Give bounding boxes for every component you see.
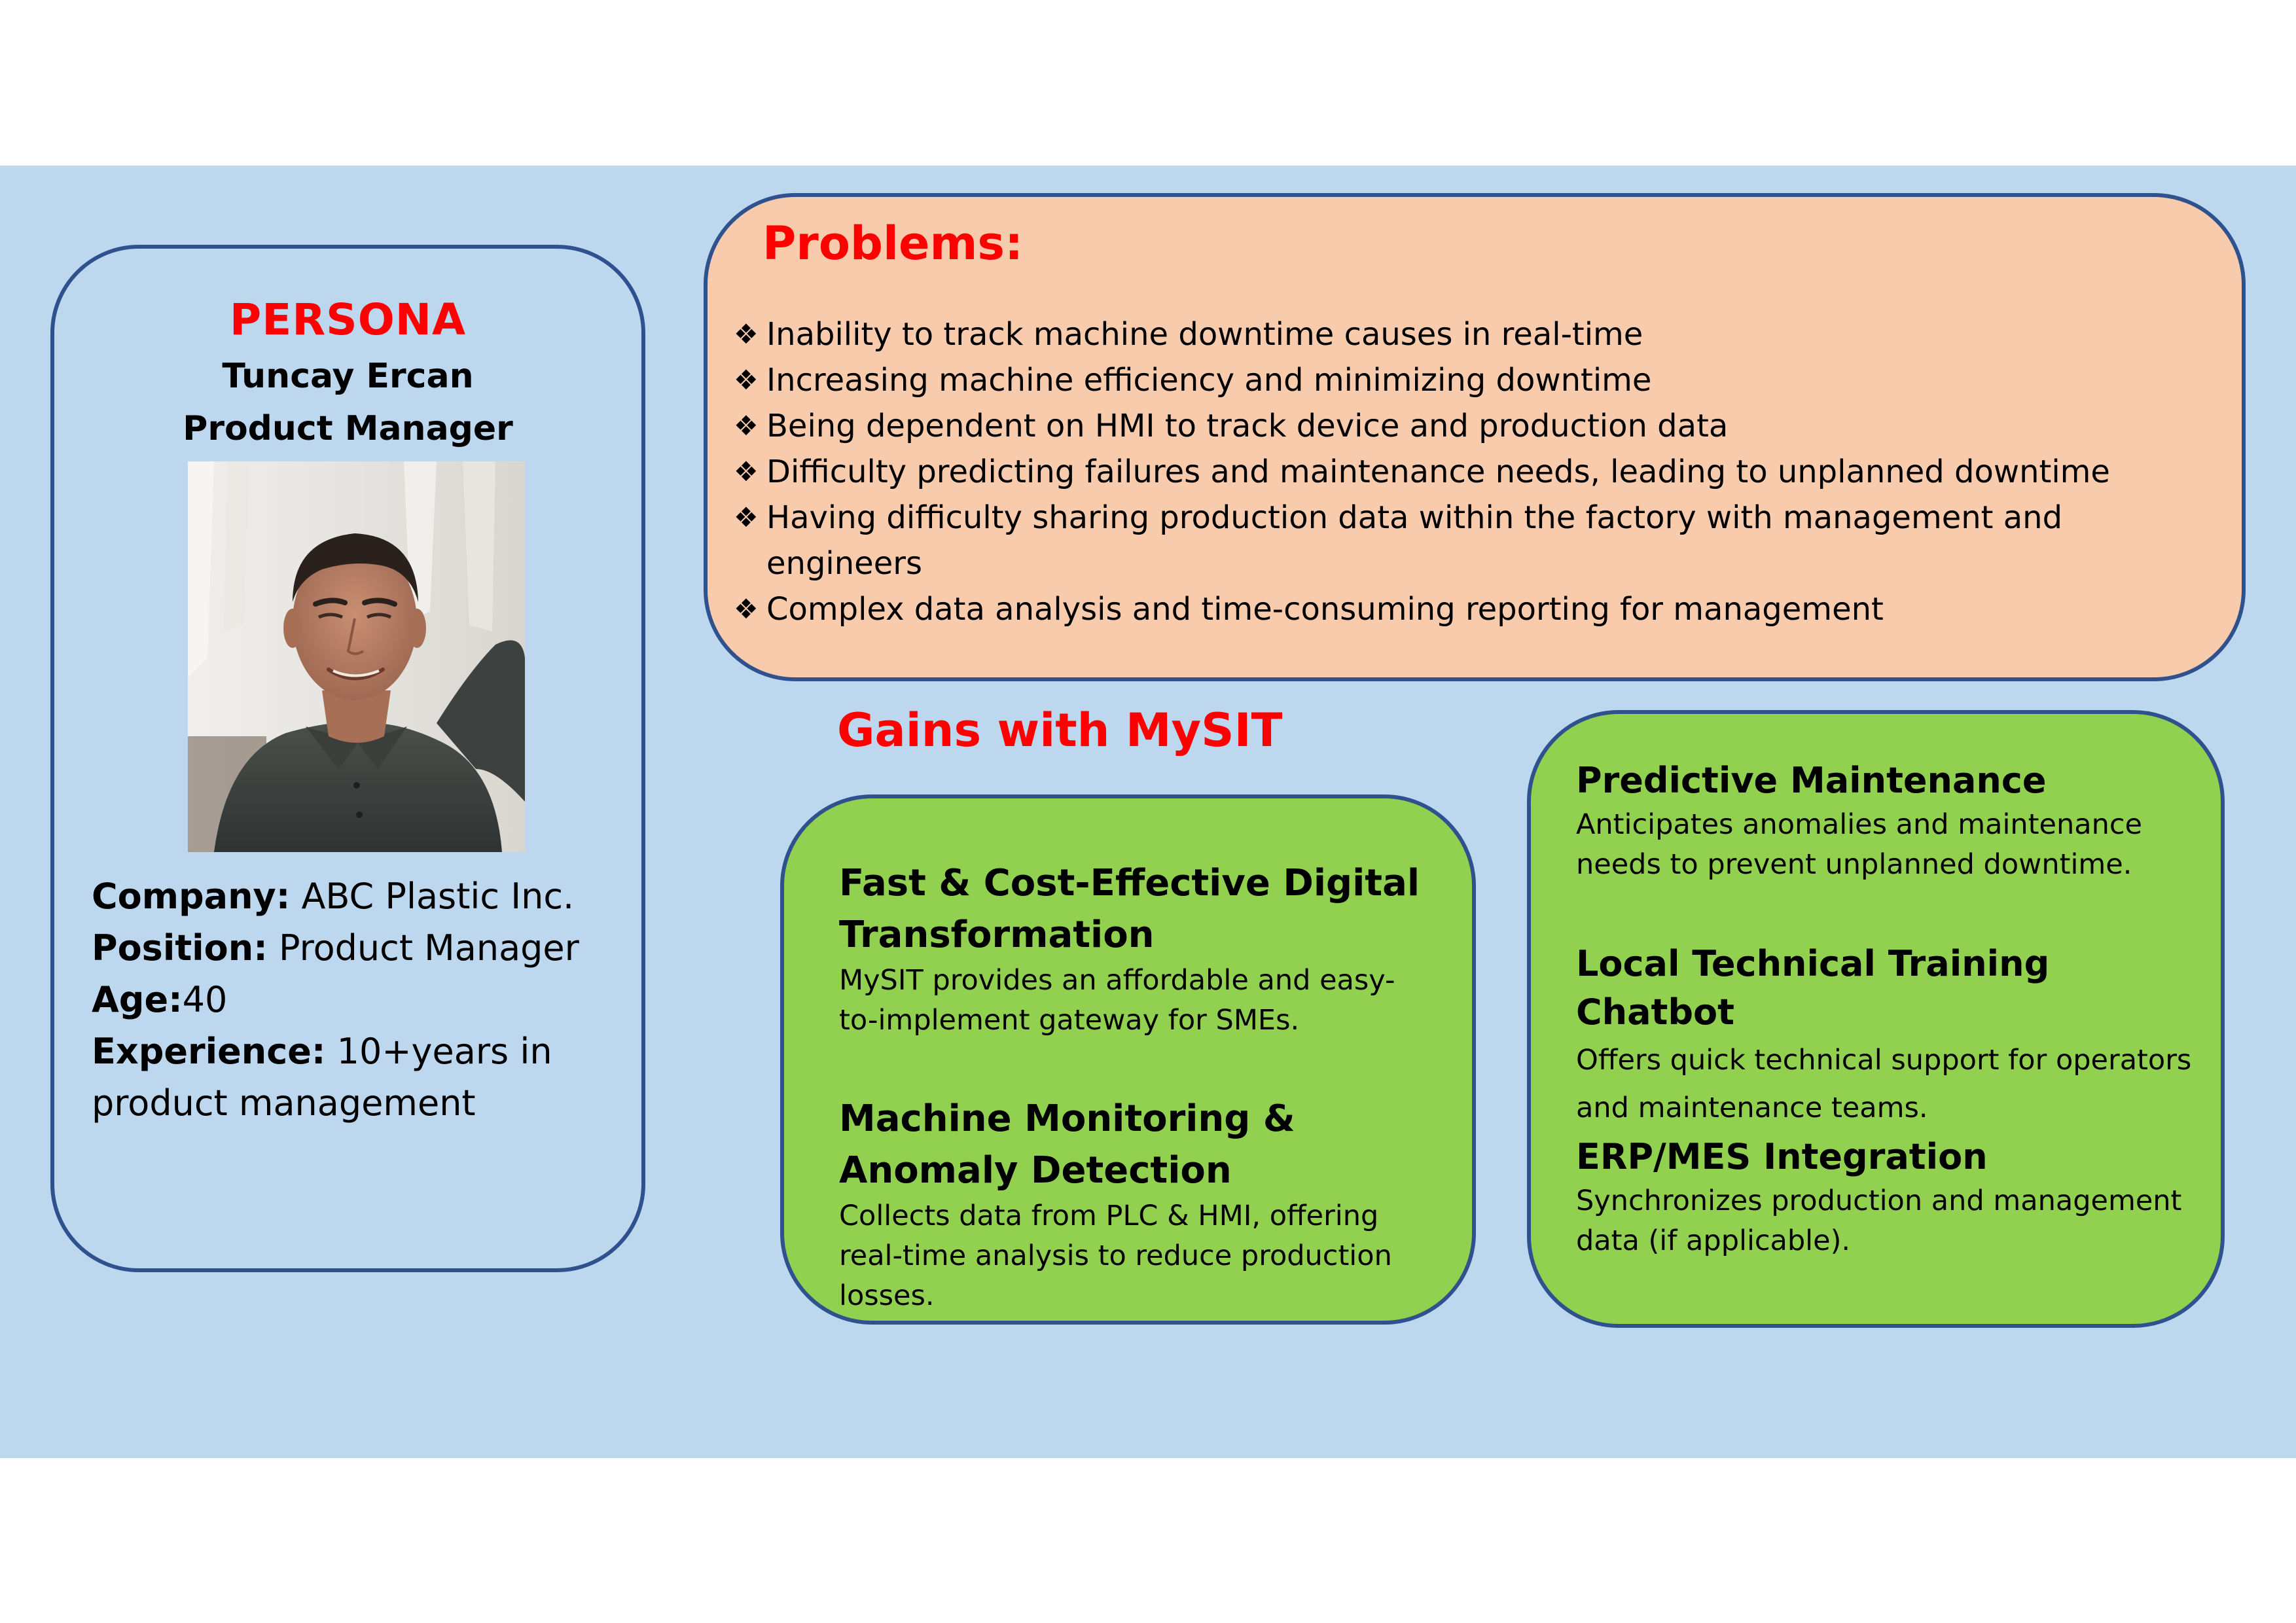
position-value: Product Manager <box>267 927 579 969</box>
persona-heading: PERSONA <box>229 294 467 345</box>
problem-item: ❖ Increasing machine efficiency and minimizing downtime <box>734 357 2141 403</box>
gain-title: Machine Monitoring & Anomaly Detection <box>839 1097 1295 1192</box>
diamond-bullet-icon: ❖ <box>734 318 759 350</box>
persona-role: Product Manager <box>183 409 513 448</box>
age-value: 40 <box>182 979 228 1020</box>
gain-item <box>839 1093 1428 1316</box>
gain-description: MySIT provides an affordable and easy-to-implement gateway for SMEs. <box>839 964 1395 1037</box>
gain-title: Fast & Cost-Effective Digital Transformation <box>839 862 1420 956</box>
age-row <box>92 974 628 1026</box>
persona-photo <box>188 461 525 852</box>
persona-name: Tuncay Ercan <box>222 357 474 396</box>
position-row <box>92 922 628 974</box>
age-label: Age: <box>92 979 183 1020</box>
problems-title: Problems: <box>762 217 1024 270</box>
gains-card-right <box>1527 710 2225 1328</box>
gains-card-left <box>780 794 1476 1325</box>
experience-row <box>92 1026 628 1129</box>
diamond-bullet-icon: ❖ <box>734 501 759 533</box>
gain-item <box>839 857 1428 1041</box>
gain-item <box>1576 1133 2198 1261</box>
company-label: Company: <box>92 876 291 917</box>
experience-label: Experience: <box>92 1031 326 1072</box>
problem-item: ❖ Being dependent on HMI to track device and production data <box>734 403 2141 449</box>
problem-item: ❖ Inability to track machine downtime causes in real-time <box>734 312 2141 357</box>
persona-details <box>92 870 628 1129</box>
gain-description: Synchronizes production and management data (if applicable). <box>1576 1185 2182 1257</box>
gain-title: Predictive Maintenance <box>1576 760 2047 801</box>
experience-value: 10+years in product management <box>92 1031 552 1124</box>
position-label: Position: <box>92 927 268 969</box>
diamond-bullet-icon: ❖ <box>734 455 759 488</box>
gains-title: Gains with MySIT <box>837 704 1283 757</box>
problems-list <box>734 312 2141 632</box>
gain-item <box>1576 757 2198 885</box>
diamond-bullet-icon: ❖ <box>734 364 759 396</box>
problem-item: ❖ Difficulty predicting failures and maintenance needs, leading to unplanned downtime <box>734 449 2141 495</box>
gain-description: Anticipates anomalies and maintenance needs to prevent unplanned downtime. <box>1576 808 2142 881</box>
company-row <box>92 870 628 922</box>
diamond-bullet-icon: ❖ <box>734 593 759 625</box>
problems-card <box>704 193 2246 681</box>
gain-item <box>1576 940 2198 1132</box>
company-value: ABC Plastic Inc. <box>290 876 575 917</box>
persona-card <box>50 245 645 1272</box>
problem-item: ❖ Having difficulty sharing production data within the factory with management and engineers <box>734 495 2141 586</box>
gain-description: Collects data from PLC & HMI, offering real-time analysis to reduce production losses. <box>839 1200 1392 1312</box>
gain-description: Offers quick technical support for operators and maintenance teams. <box>1576 1044 2192 1124</box>
gain-title: ERP/MES Integration <box>1576 1136 1988 1177</box>
gain-title: Local Technical Training Chatbot <box>1576 943 2050 1033</box>
problem-item: ❖ Complex data analysis and time-consuming reporting for management <box>734 586 2141 632</box>
diamond-bullet-icon: ❖ <box>734 410 759 442</box>
